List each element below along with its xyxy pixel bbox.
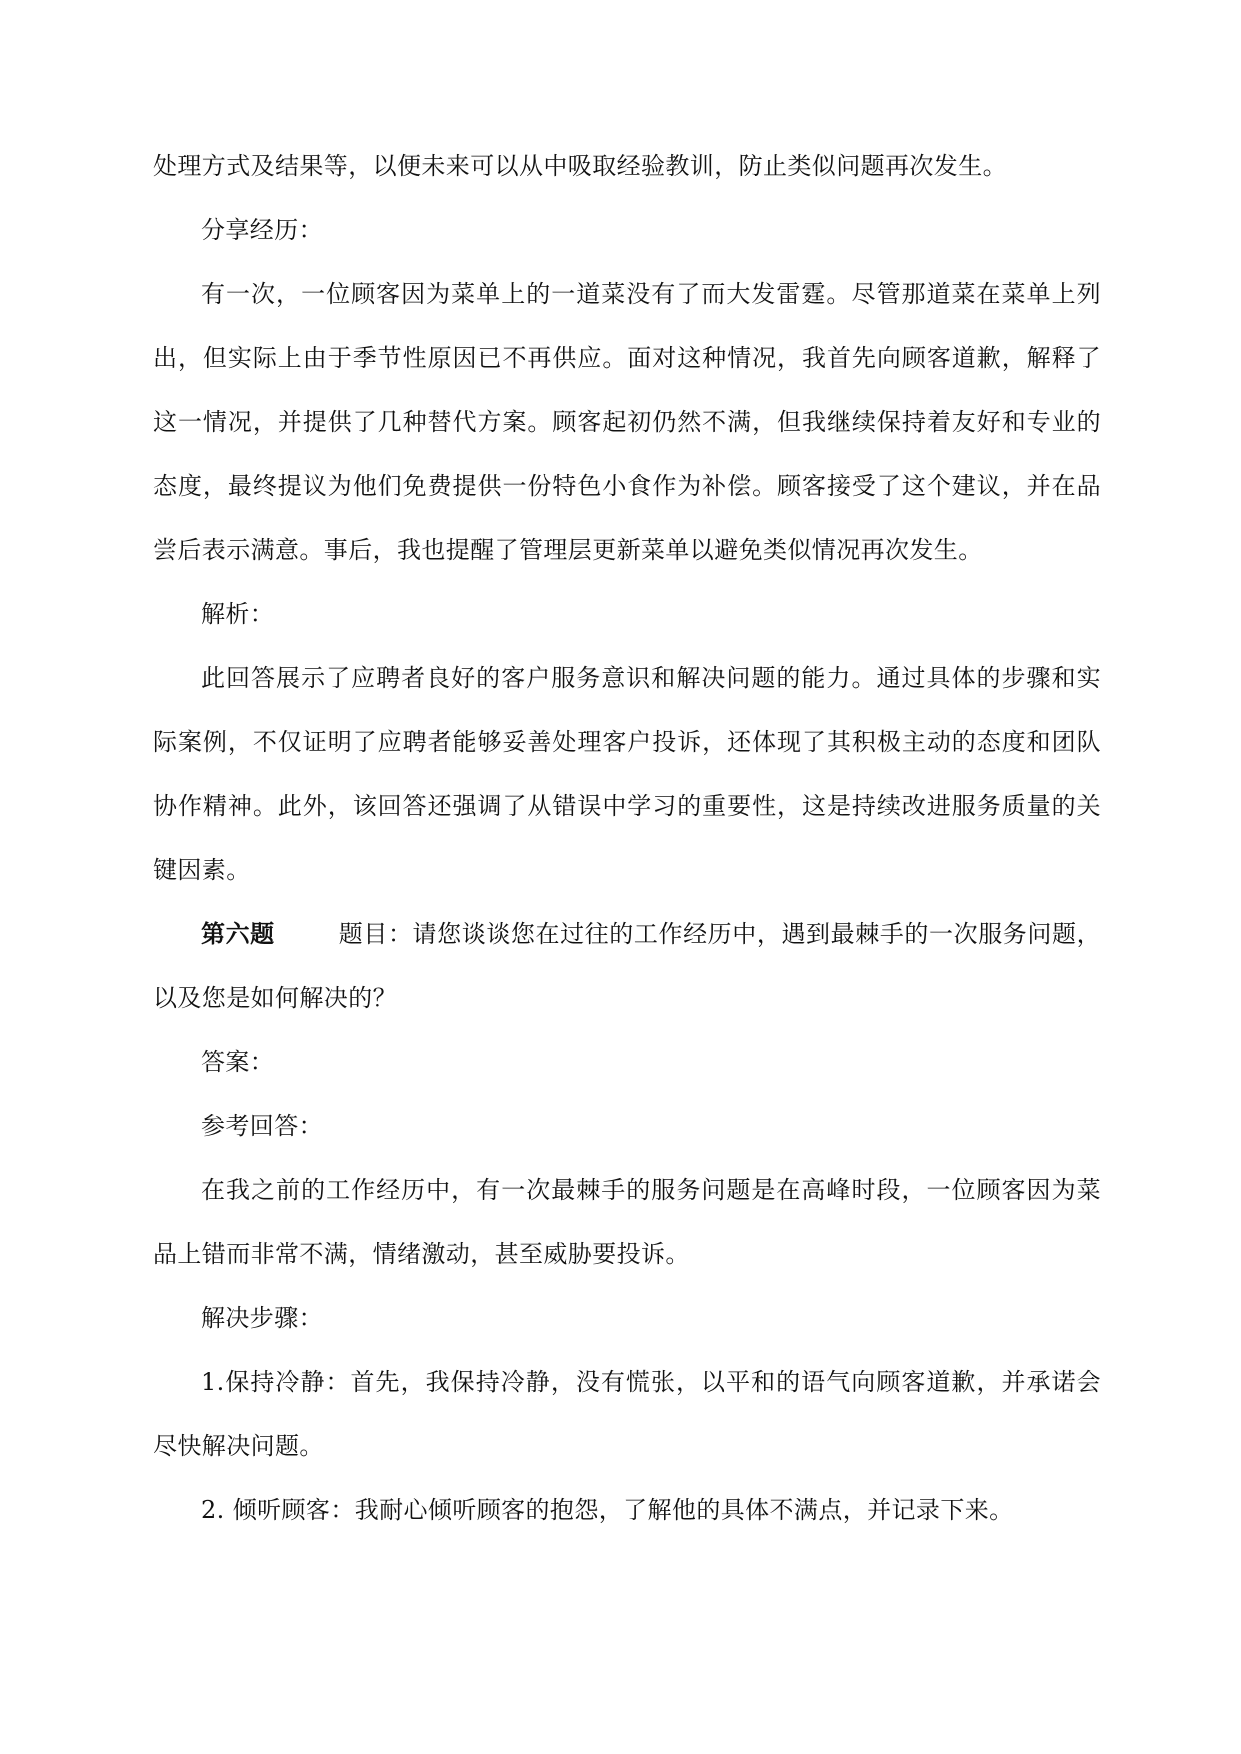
heading-reference-answer: 参考回答： bbox=[201, 1112, 323, 1140]
heading-share-experience: 分享经历： bbox=[201, 216, 323, 244]
paragraph-analysis: 此回答展示了应聘者良好的客户服务意识和解决问题的能力。通过具体的步骤和实际案例，不仅证明了应聘者能够妥善处理客户投诉，还体现了其积极主动的态度和团队协作精神。此外，该回答还强调了从错误中学习的重要性，这是持续改进服务质量的关键因素。 bbox=[153, 664, 1101, 884]
question-six bbox=[153, 902, 1101, 1030]
question-number-label: 第六题 bbox=[201, 919, 275, 948]
step-two: 2. 倾听顾客：我耐心倾听顾客的抱怨，了解他的具体不满点，并记录下来。 bbox=[201, 1496, 1014, 1524]
paragraph-continuation: 处理方式及结果等，以便未来可以从中吸取经验教训，防止类似问题再次发生。 bbox=[153, 152, 1007, 180]
question-text: 题目：请您谈谈您在过往的工作经历中，遇到最棘手的一次服务问题，以及您是如何解决的？ bbox=[153, 920, 1101, 1012]
heading-answer: 答案： bbox=[201, 1048, 275, 1076]
heading-analysis: 解析： bbox=[201, 600, 275, 628]
step-one: 1.保持冷静：首先，我保持冷静，没有慌张，以平和的语气向顾客道歉，并承诺会尽快解决问题。 bbox=[153, 1368, 1101, 1460]
heading-solution-steps: 解决步骤： bbox=[201, 1304, 323, 1332]
paragraph-reference-answer: 在我之前的工作经历中，有一次最棘手的服务问题是在高峰时段，一位顾客因为菜品上错而非常不满，情绪激动，甚至威胁要投诉。 bbox=[153, 1176, 1101, 1268]
paragraph-experience: 有一次，一位顾客因为菜单上的一道菜没有了而大发雷霆。尽管那道菜在菜单上列出，但实际上由于季节性原因已不再供应。面对这种情况，我首先向顾客道歉，解释了这一情况，并提供了几种替代方案。顾客起初仍然不满，但我继续保持着友好和专业的态度，最终提议为他们免费提供一份特色小食作为补偿。顾客接受了这个建议，并在品尝后表示满意。事后，我也提醒了管理层更新菜单以避免类似情况再次发生。 bbox=[153, 280, 1101, 564]
